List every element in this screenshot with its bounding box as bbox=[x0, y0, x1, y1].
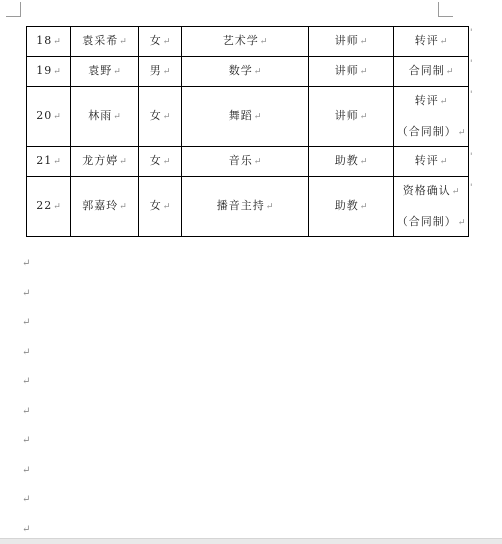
paragraph-mark-icon: ↵ bbox=[162, 112, 171, 122]
table-row bbox=[27, 27, 469, 57]
method-cell[interactable] bbox=[394, 27, 469, 57]
subject-cell[interactable] bbox=[182, 147, 309, 177]
method-line bbox=[394, 93, 468, 110]
paragraph-mark-icon: ↵ bbox=[53, 37, 61, 47]
empty-paragraph-mark-icon: ↵ bbox=[22, 346, 31, 358]
method-text: 资格确认 bbox=[402, 183, 451, 197]
method-cell[interactable] bbox=[394, 87, 469, 147]
table-row bbox=[27, 57, 469, 87]
title-cell[interactable] bbox=[309, 27, 394, 57]
paragraph-mark-icon: ↵ bbox=[119, 157, 127, 167]
paragraph-mark-icon: ↵ bbox=[113, 67, 121, 77]
title-text: 助教 bbox=[334, 154, 359, 167]
method-text: 转评 bbox=[414, 154, 439, 167]
bottom-scroll-bar[interactable] bbox=[0, 538, 502, 544]
paragraph-mark-icon: ↵ bbox=[253, 157, 262, 167]
page-corner-mark-right bbox=[438, 2, 453, 17]
row-number-text: 22 bbox=[36, 199, 53, 212]
row-number-cell[interactable] bbox=[27, 57, 71, 87]
paragraph-mark-icon: ↵ bbox=[359, 202, 368, 212]
title-cell[interactable] bbox=[309, 177, 394, 237]
method-text: 转评 bbox=[414, 93, 439, 107]
row-number-text: 18 bbox=[36, 34, 53, 47]
table-row bbox=[27, 147, 469, 177]
row-number-cell[interactable] bbox=[27, 87, 71, 147]
paragraph-mark-icon: ↵ bbox=[451, 186, 460, 197]
empty-paragraph-mark-icon: ↵ bbox=[22, 405, 31, 417]
row-number-text: 20 bbox=[36, 109, 53, 122]
row-end-mark-icon: ' bbox=[470, 90, 473, 100]
gender-cell[interactable] bbox=[139, 147, 182, 177]
method-text: 转评 bbox=[414, 34, 439, 47]
method-line bbox=[394, 183, 468, 200]
title-text: 讲师 bbox=[334, 34, 359, 47]
paragraph-mark-icon: ↵ bbox=[53, 112, 61, 122]
method-line bbox=[394, 63, 468, 80]
method-cell[interactable] bbox=[394, 57, 469, 87]
name-cell[interactable] bbox=[71, 27, 139, 57]
row-number-cell[interactable] bbox=[27, 27, 71, 57]
paragraph-mark-icon: ↵ bbox=[439, 157, 448, 167]
empty-paragraph-mark-icon: ↵ bbox=[22, 287, 31, 299]
name-text: 龙方婷 bbox=[82, 154, 119, 167]
row-end-mark-icon: ' bbox=[470, 183, 473, 193]
method-cell[interactable] bbox=[394, 177, 469, 237]
row-number-cell[interactable] bbox=[27, 147, 71, 177]
subject-cell[interactable] bbox=[182, 57, 309, 87]
empty-paragraph-mark-icon: ↵ bbox=[22, 464, 31, 476]
gender-text: 女 bbox=[149, 109, 162, 122]
name-text: 袁野 bbox=[88, 64, 113, 77]
paragraph-mark-icon: ↵ bbox=[162, 202, 171, 212]
row-end-mark-icon: ' bbox=[470, 28, 473, 38]
empty-paragraph-mark-icon: ↵ bbox=[22, 494, 31, 505]
paragraph-mark-icon: ↵ bbox=[359, 67, 368, 77]
name-text: 袁采希 bbox=[82, 34, 119, 47]
paragraph-mark-icon: ↵ bbox=[457, 217, 466, 228]
title-cell[interactable] bbox=[309, 147, 394, 177]
row-number-cell[interactable] bbox=[27, 177, 71, 237]
paragraph-mark-icon: ↵ bbox=[53, 202, 61, 212]
paragraph-mark-icon: ↵ bbox=[265, 202, 274, 212]
name-cell[interactable] bbox=[71, 147, 139, 177]
paragraph-mark-icon: ↵ bbox=[439, 37, 448, 47]
paragraph-mark-icon: ↵ bbox=[445, 67, 454, 77]
paragraph-mark-icon: ↵ bbox=[162, 157, 171, 167]
name-text: 郭嘉玲 bbox=[82, 199, 119, 212]
gender-text: 男 bbox=[149, 64, 162, 77]
subject-text: 数学 bbox=[228, 64, 253, 77]
table-row bbox=[27, 177, 469, 237]
method-text: （合同制） bbox=[396, 214, 457, 228]
paragraph-mark-icon: ↵ bbox=[253, 67, 262, 77]
row-number-text: 19 bbox=[36, 64, 53, 77]
name-cell[interactable] bbox=[71, 87, 139, 147]
gender-text: 女 bbox=[149, 154, 162, 167]
paragraph-mark-icon: ↵ bbox=[53, 157, 61, 167]
method-line bbox=[394, 214, 468, 231]
staff-table bbox=[26, 26, 469, 237]
paragraph-mark-icon: ↵ bbox=[359, 157, 368, 167]
paragraph-mark-icon: ↵ bbox=[439, 96, 448, 107]
paragraph-mark-icon: ↵ bbox=[359, 37, 368, 47]
method-text: 合同制 bbox=[408, 64, 445, 77]
method-line bbox=[394, 33, 468, 50]
method-line bbox=[394, 124, 468, 141]
gender-text: 女 bbox=[149, 199, 162, 212]
gender-cell[interactable] bbox=[139, 177, 182, 237]
gender-text: 女 bbox=[149, 34, 162, 47]
name-text: 林雨 bbox=[88, 109, 113, 122]
method-line bbox=[394, 153, 468, 170]
title-cell[interactable] bbox=[309, 57, 394, 87]
row-end-mark-icon: ' bbox=[470, 59, 473, 69]
title-text: 讲师 bbox=[334, 109, 359, 122]
empty-paragraph-mark-icon: ↵ bbox=[22, 435, 31, 446]
empty-paragraph-mark-icon: ↵ bbox=[22, 523, 31, 535]
empty-paragraph-mark-icon: ↵ bbox=[22, 258, 31, 269]
title-text: 讲师 bbox=[334, 64, 359, 77]
gender-cell[interactable] bbox=[139, 57, 182, 87]
title-cell[interactable] bbox=[309, 87, 394, 147]
gender-cell[interactable] bbox=[139, 87, 182, 147]
title-text: 助教 bbox=[334, 199, 359, 212]
paragraph-mark-icon: ↵ bbox=[162, 67, 171, 77]
paragraph-mark-icon: ↵ bbox=[119, 202, 127, 212]
subject-text: 艺术学 bbox=[222, 34, 259, 47]
subject-text: 播音主持 bbox=[216, 199, 265, 212]
subject-cell[interactable] bbox=[182, 177, 309, 237]
gender-cell[interactable] bbox=[139, 27, 182, 57]
subject-text: 音乐 bbox=[228, 154, 253, 167]
paragraph-mark-icon: ↵ bbox=[359, 112, 368, 122]
paragraph-mark-icon: ↵ bbox=[253, 112, 262, 122]
paragraph-mark-icon: ↵ bbox=[53, 67, 61, 77]
subject-cell[interactable] bbox=[182, 87, 309, 147]
subject-text: 舞蹈 bbox=[228, 109, 253, 122]
paragraph-mark-icon: ↵ bbox=[162, 37, 171, 47]
table-row bbox=[27, 87, 469, 147]
method-text: （合同制） bbox=[396, 124, 457, 138]
paragraph-mark-icon: ↵ bbox=[113, 112, 121, 122]
paragraph-mark-icon: ↵ bbox=[259, 37, 268, 47]
method-cell[interactable] bbox=[394, 147, 469, 177]
empty-paragraph-mark-icon: ↵ bbox=[22, 317, 31, 328]
subject-cell[interactable] bbox=[182, 27, 309, 57]
paragraph-mark-icon: ↵ bbox=[457, 127, 466, 138]
page-corner-mark-left bbox=[6, 2, 21, 17]
row-end-mark-icon: ' bbox=[470, 152, 473, 162]
row-number-text: 21 bbox=[36, 154, 53, 167]
name-cell[interactable] bbox=[71, 177, 139, 237]
paragraph-mark-icon: ↵ bbox=[119, 37, 127, 47]
empty-paragraph-mark-icon: ↵ bbox=[22, 376, 31, 387]
name-cell[interactable] bbox=[71, 57, 139, 87]
